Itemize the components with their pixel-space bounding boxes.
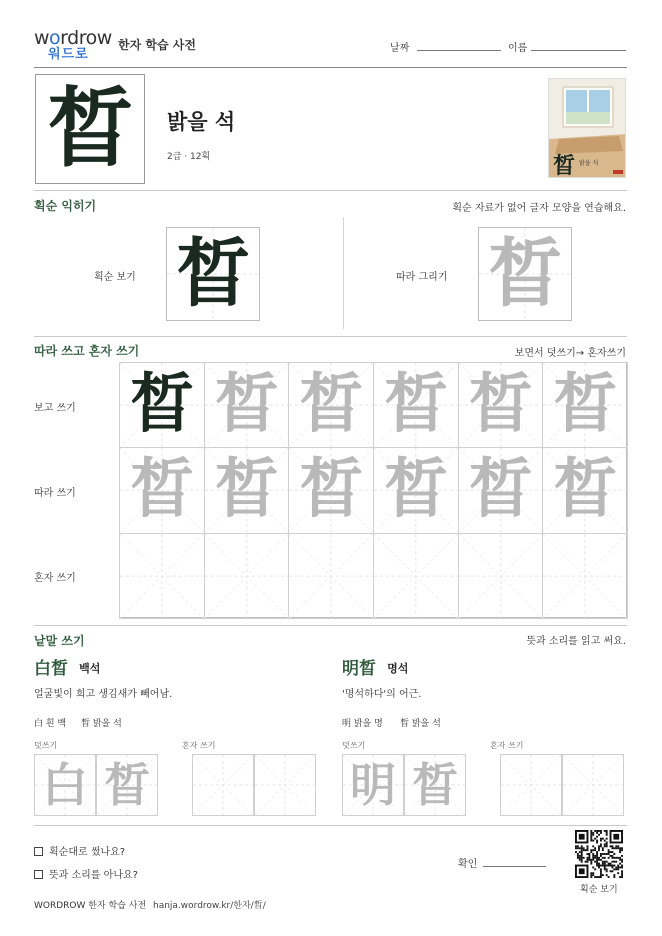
stroke-view-box — [166, 227, 260, 321]
word-2-alone-cell[interactable] — [562, 754, 624, 816]
practice-character: 晳 — [383, 367, 448, 443]
checklist-item-stroke[interactable]: 획순대로 썼나요? — [34, 843, 125, 858]
meaning-reading: 밝을 석 — [167, 110, 236, 134]
checkbox-icon[interactable] — [34, 847, 43, 856]
word-divider — [34, 825, 627, 826]
stroke-view-label: 획순 보기 — [94, 272, 136, 283]
practice-character: 晳 — [214, 367, 279, 443]
word-1-hanja-second: 晳 — [51, 659, 68, 679]
word-2-alone-label: 혼자 쓰기 — [490, 741, 524, 750]
confirm-field[interactable] — [483, 866, 546, 867]
practice-cell-empty[interactable] — [373, 533, 459, 619]
stroke-view-character: 晳 — [176, 231, 250, 317]
page-title: 한자 학습 사전 — [118, 38, 196, 52]
word-1-hanja-first: 白 — [34, 659, 51, 679]
stroke-divider — [34, 336, 627, 337]
thumbnail-text: 밝을 석 — [579, 160, 599, 167]
practice-cell[interactable] — [373, 447, 459, 533]
stroke-trace-label: 따라 그리기 — [396, 272, 448, 283]
logo — [34, 28, 114, 64]
word-2-hanja-second: 晳 — [359, 659, 376, 679]
word-1-trace-cell[interactable] — [96, 754, 158, 816]
practice-character: 晳 — [299, 452, 364, 528]
practice-character: 晳 — [129, 367, 194, 443]
thumbnail-badge — [613, 170, 623, 174]
word-1-breakdown-a: 白 흰 백 — [34, 719, 67, 729]
practice-character: 白 — [42, 758, 88, 812]
main-character: 晳 — [47, 78, 133, 179]
qr-code-icon[interactable] — [575, 830, 623, 878]
checkbox-icon[interactable] — [34, 870, 43, 879]
practice-character: 晳 — [383, 452, 448, 528]
word-1-reading: 백석 — [79, 662, 101, 675]
footer-brand: WORDROW 한자 학습 사전 — [34, 901, 147, 911]
practice-section-note: 보면서 덧쓰기→ 혼자쓰기 — [514, 348, 626, 359]
character-info: 2급 · 12획 — [167, 152, 211, 162]
word-2-alone-cell[interactable] — [500, 754, 562, 816]
word-2-trace-cell[interactable] — [404, 754, 466, 816]
stroke-section-note: 획순 자료가 없어 글자 모양을 연습해요. — [452, 203, 626, 214]
word-1-breakdown-b: 晳 밝을 석 — [81, 719, 122, 729]
practice-cell[interactable] — [542, 447, 628, 533]
practice-cell[interactable] — [204, 447, 290, 533]
word-2-reading: 명석 — [387, 662, 409, 675]
practice-cell[interactable] — [288, 362, 374, 448]
logo-korean: 워드로 — [48, 47, 89, 62]
practice-character: 晳 — [214, 452, 279, 528]
confirm-label: 확인 — [458, 859, 478, 870]
row-label-trace: 따라 쓰기 — [34, 488, 76, 499]
practice-cell[interactable] — [458, 362, 544, 448]
word-section-title: 낱말 쓰기 — [34, 634, 85, 648]
practice-character: 晳 — [412, 758, 458, 812]
row-label-view: 보고 쓰기 — [34, 403, 76, 414]
stroke-section-title: 획순 익히기 — [34, 199, 97, 213]
name-label: 이름 — [508, 43, 528, 54]
date-label: 날짜 — [390, 43, 410, 54]
practice-divider — [34, 625, 627, 626]
word-1-alone-label: 혼자 쓰기 — [182, 741, 216, 750]
practice-character: 晳 — [104, 758, 150, 812]
practice-cell[interactable] — [119, 447, 205, 533]
word-1-alone-cell[interactable] — [192, 754, 254, 816]
practice-section-title: 따라 쓰고 혼자 쓰기 — [34, 344, 140, 358]
word-2-definition: '명석하다'의 어근. — [342, 689, 422, 700]
practice-cell-empty[interactable] — [458, 533, 544, 619]
name-field[interactable] — [531, 50, 626, 51]
word-2-breakdown-a: 明 밝을 명 — [342, 719, 383, 729]
practice-character: 晳 — [129, 452, 194, 528]
practice-character: 晳 — [553, 367, 618, 443]
qr-label: 획순 보기 — [580, 885, 618, 895]
practice-cell[interactable] — [373, 362, 459, 448]
word-2-heading — [342, 654, 408, 679]
stroke-section-divider — [343, 217, 344, 329]
main-divider — [34, 190, 627, 191]
logo-wordmark: wordrow — [34, 27, 112, 49]
word-1-heading — [34, 654, 100, 679]
word-1-trace-label: 덧쓰기 — [34, 741, 58, 750]
practice-character: 晳 — [468, 452, 533, 528]
header-divider — [34, 67, 627, 68]
word-2-hanja-first: 明 — [342, 659, 359, 679]
word-1-definition: 얼굴빛이 희고 생김새가 빼어남. — [34, 689, 173, 700]
practice-cell-empty[interactable] — [288, 533, 374, 619]
practice-character: 明 — [350, 758, 396, 812]
word-2-breakdown-b: 晳 밝을 석 — [400, 719, 441, 729]
stroke-trace-box[interactable] — [478, 227, 572, 321]
stroke-trace-character: 晳 — [488, 231, 562, 317]
practice-cell-empty[interactable] — [204, 533, 290, 619]
main-character-box — [35, 74, 145, 184]
practice-grid — [119, 362, 627, 618]
practice-character: 晳 — [299, 367, 364, 443]
practice-character: 晳 — [468, 367, 533, 443]
practice-cell[interactable] — [458, 447, 544, 533]
practice-cell-empty[interactable] — [542, 533, 628, 619]
word-section-note: 뜻과 소리를 읽고 써요. — [526, 636, 626, 647]
word-1-trace-cell[interactable] — [34, 754, 96, 816]
practice-cell[interactable] — [204, 362, 290, 448]
date-field[interactable] — [417, 50, 501, 51]
practice-character: 晳 — [553, 452, 618, 528]
word-2-trace-label: 덧쓰기 — [342, 741, 366, 750]
thumbnail-image — [548, 78, 626, 178]
row-label-alone: 혼자 쓰기 — [34, 573, 76, 584]
word-1-alone-cell[interactable] — [254, 754, 316, 816]
practice-cell[interactable] — [288, 447, 374, 533]
practice-cell[interactable] — [119, 362, 205, 448]
word-2-trace-cell[interactable] — [342, 754, 404, 816]
practice-cell[interactable] — [542, 362, 628, 448]
footer-url[interactable]: hanja.wordrow.kr/한자/晳/ — [153, 901, 266, 911]
checklist-item-meaning[interactable]: 뜻과 소리를 아나요? — [34, 866, 138, 881]
practice-cell-empty[interactable] — [119, 533, 205, 619]
thumbnail-character: 晳 — [553, 153, 576, 178]
